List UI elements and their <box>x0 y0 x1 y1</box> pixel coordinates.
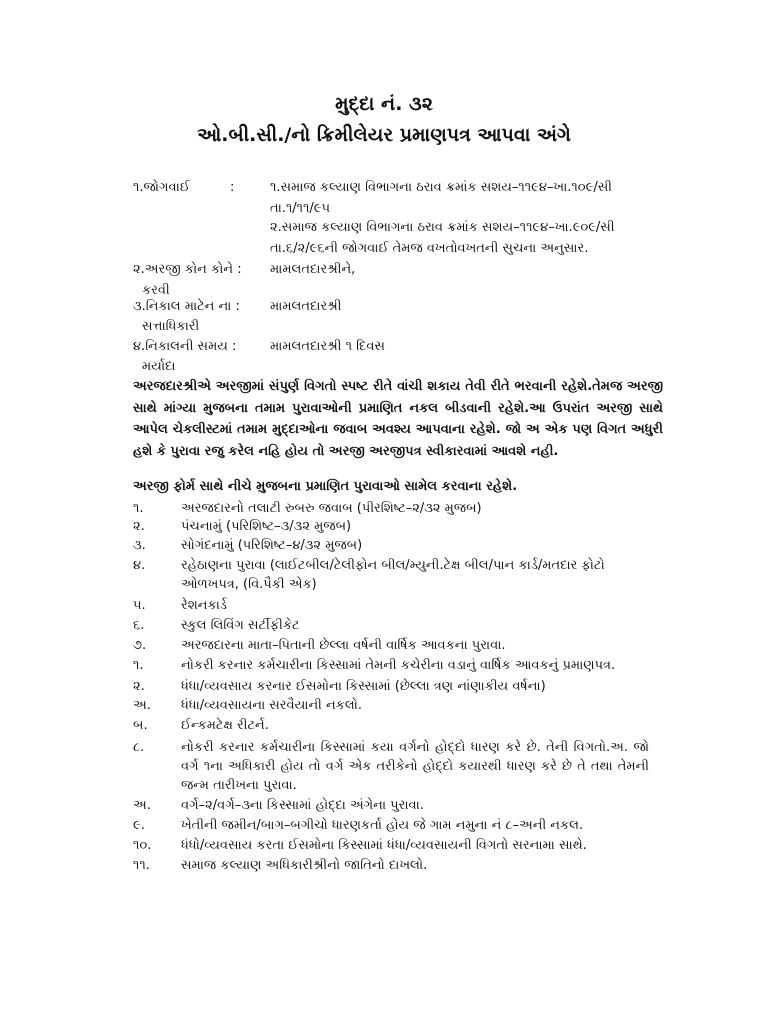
doc-item: ઈન્કમટેક્ષ રીટર્ન. <box>181 718 269 733</box>
time-value: મામલતદારશ્રી ૧ દિવસ <box>270 339 385 354</box>
doc-item: વર્ગ–૨/વર્ગ–૩ના કિસ્સામાં હોદ્દા અંગેના પુરાવા. <box>181 798 424 813</box>
doc-num: બ. <box>133 718 148 733</box>
authority-label: ૩.નિકાલ માટેન ના : <box>133 299 240 314</box>
doc-item: સોગંદનામું (પરિશિષ્ટ–૪/૩૨ મુજબ) <box>181 538 363 553</box>
notice-paragraph: અરજદારશ્રીએ અરજીમાં સંપુર્ણ વિગતો સ્પષ્ટ રીતે વાંચી શકાય તેવી રીતે ભરવાની રહેશે.તેમજ અરજી સાથે માંગ્યા મુજબના તમામ પુરાવાઓની પ્રમાણિત નકલ બીડવાની રહેશે.આ ઉપરાંત અરજી સાથે આપેલ ચેકલીસ્ટમાં તમામ મુદ્દાઓના જવાબ અવશ્ય આપવાના રહેશે. જો અ એક પણ વિગત અધુરી હશે કે પુરાવા રજુ કરેલ નહિ હોય તો અરજી અરજીપત્ર સ્વીકારવામાં આવશે નહી. <box>133 379 663 460</box>
documents-heading: અરજી ફોર્મ સાથે નીચે મુજબના પ્રમાણિત પુરાવાઓ સામેલ કરવાના રહેશે. <box>133 479 518 494</box>
applicant-label-cont: કરવી <box>142 283 170 298</box>
doc-item-cont: ઓળખપત્ર, (વિ.પૈકી એક) <box>181 577 317 592</box>
doc-item: ખેતીની જમીન/બાગ–બગીચો ધારણકર્તા હોય જે ગામ નમુના નં ૮–અની નકલ. <box>181 818 584 833</box>
doc-item: ધંધા/વ્યવસાય કરનાર ઈસમોના કિસ્સામાં (છેલ્લા ત્રણ નાંણાકીય વર્ષના) <box>181 679 546 694</box>
doc-num: અ. <box>133 698 151 713</box>
doc-num: ૭. <box>133 638 147 653</box>
authority-value: મામલતદારશ્રી <box>270 299 342 314</box>
doc-item: ધંધા/વ્યવસાયના સરવૈયાની નકલો. <box>181 698 363 713</box>
time-label: ૪.નિકાલની સમય : <box>133 339 237 354</box>
doc-num: ૧૦. <box>133 838 152 853</box>
doc-num: ૫. <box>133 598 146 613</box>
doc-item: નોકરી કરનાર કર્મચારીના કિસ્સામાં તેમની કચેરીના વડાનું વાર્ષિક આવકનું પ્રમાણપત્ર. <box>181 658 616 673</box>
time-label-cont: મર્યાદા <box>142 359 176 374</box>
doc-item: સ્કુલ લિવિંગ સર્ટીફીકેટ <box>181 618 300 633</box>
doc-num: ૩. <box>133 538 146 553</box>
doc-num: ૨. <box>133 519 145 534</box>
doc-num: ૧. <box>133 501 144 516</box>
doc-num: ૯. <box>133 818 145 833</box>
doc-num: ૪. <box>133 558 146 573</box>
authority-label-cont: સત્તાધિકારી <box>142 319 200 334</box>
doc-num: અ. <box>133 798 151 813</box>
doc-num: ૧૧. <box>133 858 150 873</box>
doc-num: ૨. <box>133 679 145 694</box>
doc-num: ૧. <box>133 658 144 673</box>
provision-line-3: ૨.સમાજ કલ્યાણ વિભાગના ઠરાવ ક્રમાંક સશય–૧૧૯૪–ખા.૯૦૯/સી <box>270 220 615 235</box>
doc-item: રહેઠાણના પુરાવા (લાઈટબીલ/ટેલીફોન બીલ/મ્યુની.ટેક્ષ બીલ/પાન કાર્ડ/મતદાર ફોટો <box>181 558 605 573</box>
provision-label: ૧.જોગવાઈ <box>133 180 190 195</box>
applicant-value: મામલતદારશ્રીને, <box>270 262 356 277</box>
applicant-label: ૨.અરજી કોન કોને : <box>133 262 242 277</box>
page-title: મુદ્દા નં. ૩૨ <box>335 93 433 115</box>
provision-line-1: ૧.સમાજ કલ્યાણ વિભાગના ઠરાવ ક્રમાંક સશય–૧૧૯૪–ખા.૧૦૯/સી <box>270 180 612 195</box>
doc-item: અરજદારનો તલાટી રુબરુ જવાબ (પીરશિષ્ટ–૨/૩૨ મુજબ) <box>181 501 482 516</box>
provision-colon: : <box>230 180 235 195</box>
provision-line-4: તા.૬/૨/૯૬ની જોગવાઈ તેમજ વખતોવખતની સુચના અનુસાર. <box>270 241 589 256</box>
doc-item: નોકરી કરનાર કર્મચારીના કિસ્સામાં કયા વર્ગનો હોદ્દો ધારણ કરે છે. તેની વિગતો.અ. જો વર્ગ ૧ના અધિકારી હોય તો વર્ગ એક તરીકેનો હોદ્દો કયારથી ધારણ કરે છે તે તથા તેમની જન્મ તારીખના પુરાવા. <box>181 740 649 793</box>
doc-item: પંચનામું (પરિશિષ્ટ–૩/૩૨ મુજબ) <box>181 519 352 534</box>
doc-item: અરજદારના માતા–પિતાની છેલ્લા વર્ષની વાર્ષિક આવકના પુરાવા. <box>181 638 506 653</box>
doc-item: સમાજ કલ્યાણ અધિકારીશ્રીનો જાતિનો દાખલો. <box>181 858 428 873</box>
provision-line-2: તા.૧/૧૧/૯૫ <box>270 201 331 216</box>
doc-num: ૬. <box>133 618 145 633</box>
doc-item: ધંધો/વ્યવસાય કરતા ઈસમોના કિસ્સામાં ધંધા/વ્યવસાયની વિગતો સરનામા સાથે. <box>181 838 587 853</box>
doc-num: ૮. <box>133 740 145 755</box>
doc-item: રેશનકાર્ડ <box>181 598 227 613</box>
page-subtitle: ઓ.બી.સી./નો ક્રિમીલેયર પ્રમાણપત્ર આપવા અંગે <box>197 124 571 146</box>
